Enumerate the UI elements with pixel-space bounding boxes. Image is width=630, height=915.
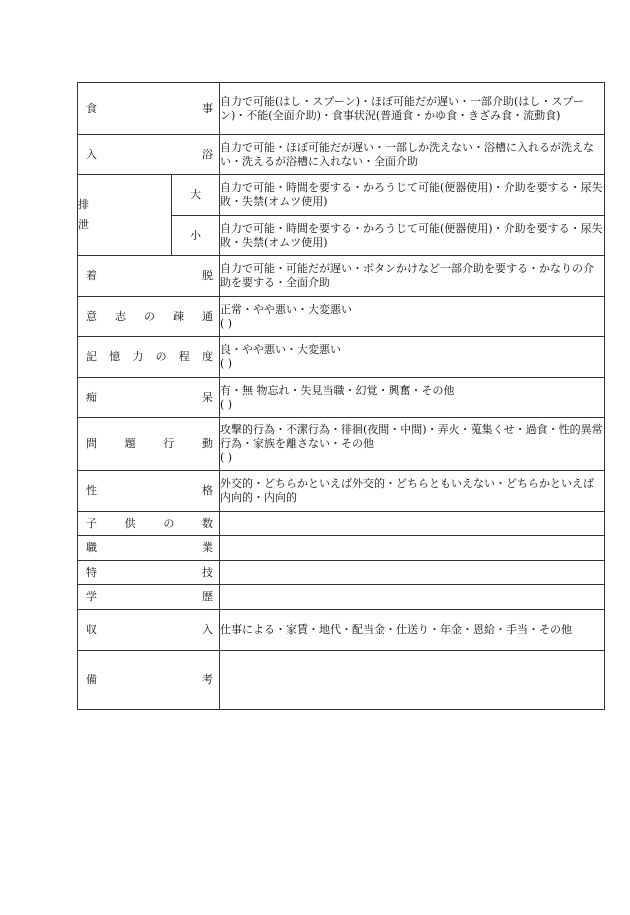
label-char: 供 [124,516,136,530]
paren-open: ( [220,397,225,411]
label-char: 脱 [202,269,213,282]
row-communication [78,297,605,337]
label-char: 度 [201,350,213,363]
row-income [78,610,605,651]
label-char: の [163,516,175,530]
dressing-content: 自力で可能・可能だが遅い・ボタンかけなど一部介助を要する・かなりの介助を要する・全面介助 [220,256,605,297]
excretion-sublabel: 小 [172,216,220,256]
label-char: 痴 [86,390,97,404]
label-char: 問 [86,437,97,450]
paren-open: ( [220,357,225,370]
label-char: の [155,350,167,363]
label-cell [78,471,220,512]
label-char: 泄 [78,218,89,231]
label-cell [78,378,220,418]
excretion-small-content: 自力で可能・時間を要する・かろうじて可能(便器使用)・介助を要する・尿失敗・失禁(オムツ使用) [220,216,605,256]
paren-blank [220,317,604,331]
label-char: 職 [86,541,97,554]
label-cell [78,561,220,585]
excretion-sublabel: 大 [172,175,220,216]
label-char: 業 [202,541,213,554]
problem-behavior-content [220,418,605,471]
skills-content [220,561,605,585]
row-dressing [78,256,605,297]
children-content [220,512,605,536]
paren-close: ) [227,397,233,411]
label-char: 収 [86,623,97,636]
memory-content [220,337,605,378]
label-char: 動 [201,437,213,450]
label-cell [78,256,220,297]
label-cell [78,536,220,561]
label-char: 事 [202,101,213,115]
row-occupation [78,536,605,561]
option-text: 有・無 物忘れ・失見当職・幻覚・興奮・その他 [220,383,455,397]
label-cell [78,651,220,710]
label-char: 備 [86,673,97,686]
label-char: 技 [202,565,213,579]
paren-open: ( [220,316,225,330]
label-char: 子 [86,516,97,530]
label-char: 着 [86,269,97,282]
label-char: 入 [86,147,97,161]
row-education [78,585,605,610]
row-remarks [78,651,605,710]
paren-blank [220,398,604,412]
label-char: 呆 [202,390,213,404]
label-char: 数 [201,516,213,530]
label-char: 行 [163,437,175,450]
label-char: 程 [178,350,190,363]
label-char: 通 [202,309,213,323]
excretion-large-content: 自力で可能・時間を要する・かろうじて可能(便器使用)・介助を要する・尿失敗・失禁(オムツ使用) [220,175,605,216]
dementia-content [220,378,605,418]
label-char: 意 [86,309,97,323]
communication-content [220,297,605,337]
label-char: 浴 [202,147,213,161]
label-char: 題 [124,437,136,450]
label-char: 記 [86,350,97,363]
label-char: 疎 [173,309,184,323]
label-char: 考 [202,673,213,686]
label-cell [78,135,220,175]
label-cell [78,83,220,135]
row-dementia [78,378,605,418]
label-cell [78,297,220,337]
label-char: 志 [115,309,126,323]
paren-open: ( [220,451,225,464]
row-personality [78,471,605,512]
paren-blank [220,451,604,465]
label-char: 力 [132,350,144,363]
paren-close: ) [227,451,233,464]
label-cell [78,512,220,536]
occupation-content [220,536,605,561]
label-cell [78,610,220,651]
label-char: 食 [86,101,97,115]
label-cell [78,585,220,610]
care-assessment-table [77,82,605,710]
row-children [78,512,605,536]
row-memory [78,337,605,378]
paren-close: ) [227,316,233,330]
label-char: 特 [86,565,97,579]
education-content [220,585,605,610]
meal-content: 自力で可能(はし・スプーン)・ほぼ可能だが遅い・一部介助(はし・スプーン)・不能(全面介助)・食事状況(普通食・かゆ食・きざみ食・流動食) [220,83,605,135]
row-skills [78,561,605,585]
label-char: 排 [78,198,89,211]
paren-close: ) [227,357,233,370]
label-char: 性 [86,484,97,497]
option-text: 良・やや悪い・大変悪い [220,343,341,356]
remarks-content [220,651,605,710]
label-char: 学 [86,590,97,603]
option-text: 攻撃的行為・不潔行為・徘徊(夜間・中間)・弄火・蒐集くせ・過食・性的異常行為・家族を離さない・その他 [220,423,603,450]
label-char: 憶 [109,350,121,363]
label-char: 格 [202,484,213,497]
row-bath [78,135,605,175]
label-cell [78,418,220,471]
income-content: 仕事による・家賃・地代・配当金・仕送り・年金・恩給・手当・その他 [220,610,605,651]
option-text: 正常・やや悪い・大変悪い [220,302,352,316]
row-excretion-large [78,175,605,216]
label-char: の [144,309,155,323]
label-char: 入 [202,623,213,636]
label-char: 歴 [202,590,213,603]
row-problem-behavior [78,418,605,471]
excretion-label-cell [78,175,172,256]
label-cell [78,337,220,378]
bath-content: 自力で可能・ほぼ可能だが遅い・一部しか洗えない・浴槽に入れるが洗えない・洗えるが浴槽に入れない・全面介助 [220,135,605,175]
personality-content: 外交的・どちらかといえば外交的・どちらともいえない・どちらかといえば内向的・内向的 [220,471,605,512]
row-meal [78,83,605,135]
paren-blank [220,357,604,371]
